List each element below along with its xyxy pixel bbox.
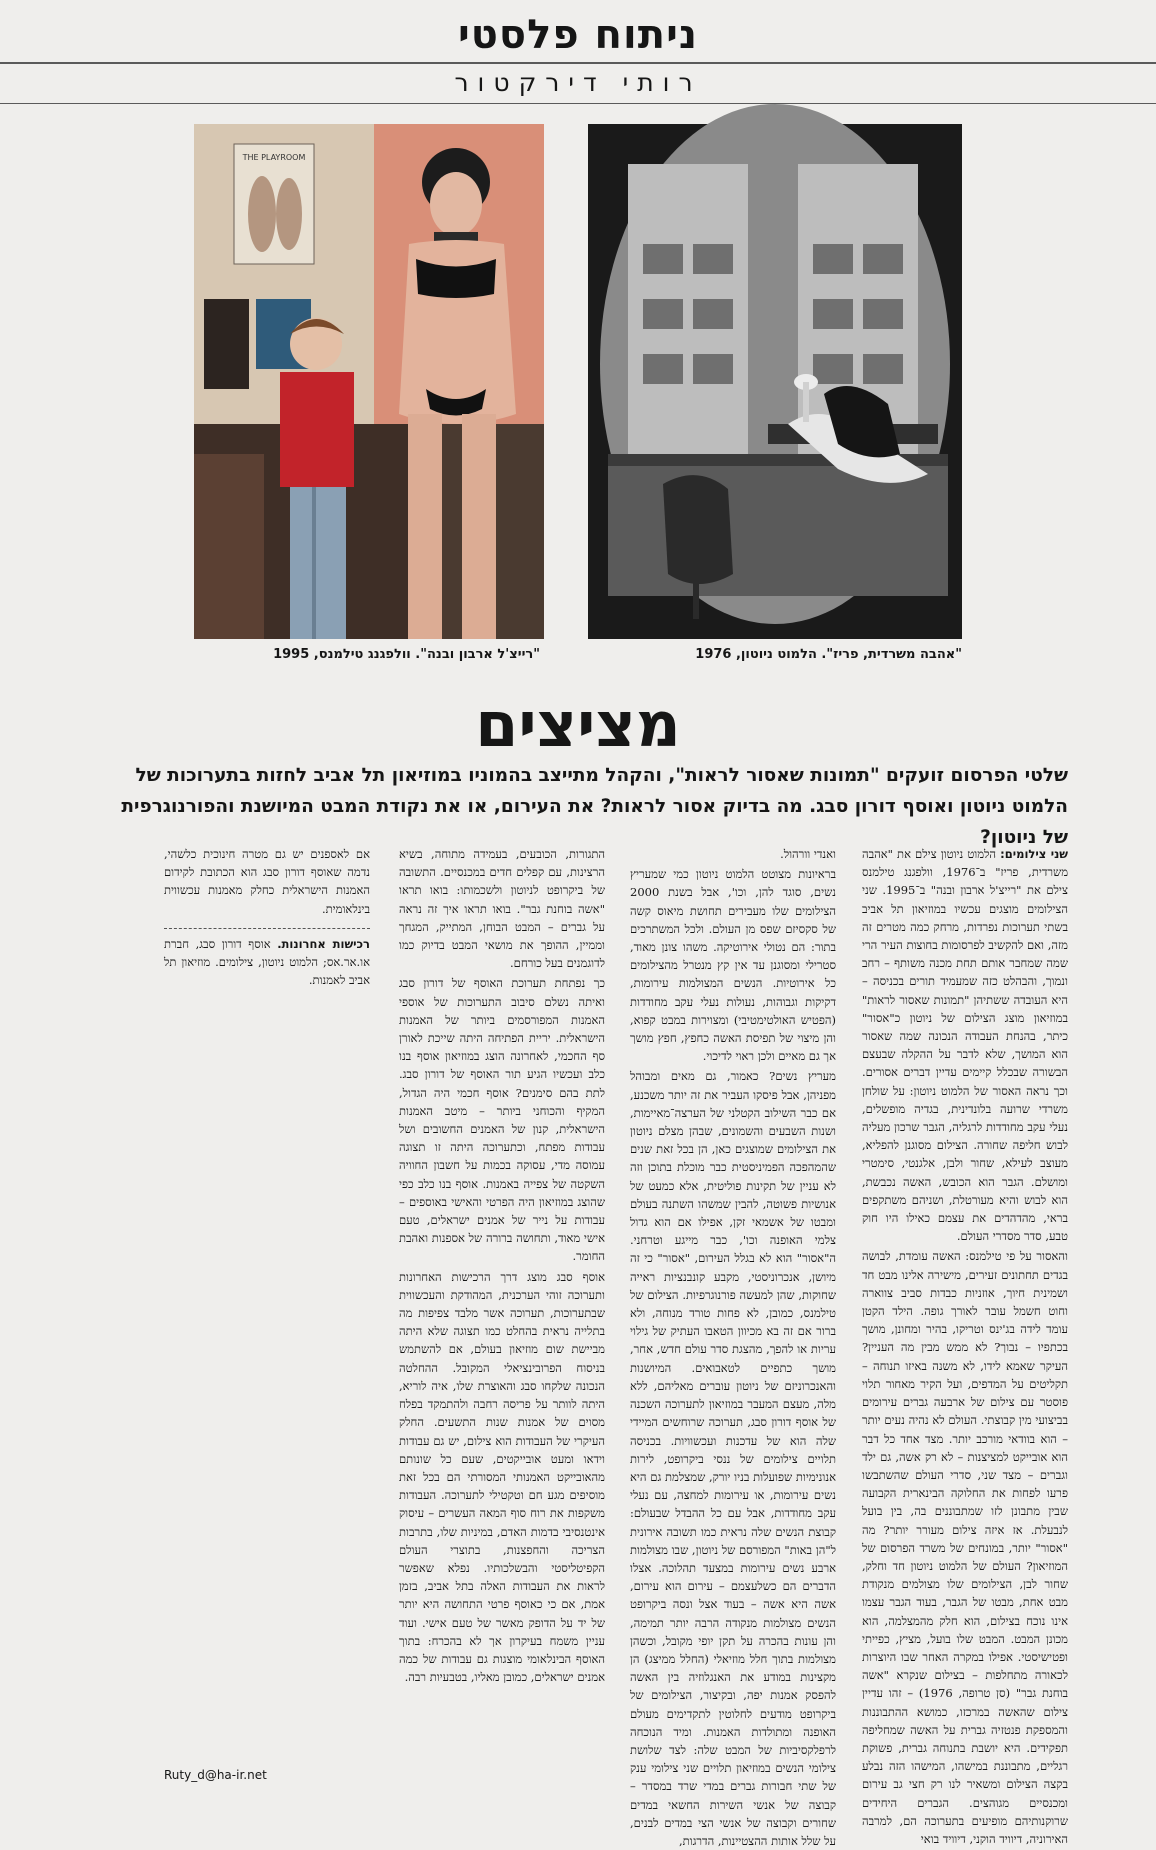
article-deck: שלטי הפרסום זועקים "תמונות שאסור לראות", והקהל מתייצב בהמוניו במוזיאון תל אביב לחזות בתערוכות של הלמוט ניוטון ואוסף דורון סבג. מה בדיוק אסור לראות? את העירום, או את נקודת המבט המיושנת והפורנוגרפית של ניוטון? — [121, 765, 1068, 848]
article-column-1 — [862, 845, 1069, 1846]
caption-tillmans: "רייצ'ל ארבון ובנה". וולפגנג טילמנס, 1995 — [273, 647, 540, 662]
author-email[interactable]: Ruty_d@ha-ir.net — [164, 1768, 267, 1782]
poster-title: THE PLAYROOM — [242, 153, 306, 162]
photo-tillmans — [194, 124, 544, 639]
column-2-paragraph-1: ואנדי וורהול. — [780, 847, 836, 861]
column-2-paragraph-3: מעריץ נשים? כאמור, גם מאים ומבוהל מפניהן, אבל פיסקו העביר את זה יותר משכנע, אם כבר השילוב הקטלני של הערצה־מאיימות, ושנות השבעים והשמונים, שבהן מצלם ניוטון את הצילומים שמוצגים כאן, הן בכל זאת שנים שהמהפכה הפמיניסטית כבר מוכלת בתוכן וזה לא עניין של תקינות פוליטית, אלא כמעט של אנושיות פשוטה, להבין שמשהו השתנה בעולם ומבטו של אשמאי זקן, אפילו אם הוא גדול צלמי האופנה וכו', כבר מייגע וטרחני. ה"אסור" הוא לא בגלל העירום, "אסור" כי זה מיושן, אנכרוניסטי, מקבע קונבנציות ראייה שחוקות, שהן למעשה פורנוגרפיות. הצילום של טילמנס, כמובן, לא פחות טורד מנוחה, ולא ברור אם זה בא מכיוון הטאבו העתיק של גילוי עריות או להפך, מהצגת סדר עולם חדש, אחר, מושך כתפיים לטאבואים. המיושנות והאנכרוניזם של ניוטון עוברים מאליהם, ללא מלה, מעצם המעבר במוזיאון לתערוכה השכנה של אוסף דורון סבג, תערוכה שרוחשים המיידי שלה הוא של עדכנות ועכשוויות. בכניסה תלויים צילומים של ננסי ביקרופט, לירות אנונימיות שפועלות בניו יורק, שמצלמת גם היא נשים עירומות, או עירומות למחצה, עם נעלי עקב מחודדות, אבל עם כל ההבדל שבעולם: קבוצת הנשים שלה נראית כמו תשובה אירונית ל"הן באות" המפורסם של ניוטון, שבו מצולמות ארבע נשים עירומות במצעד תהלוכה. אצלו הדברים הם כשלעצמם – עירום הוא עירום, אשה היא אשה – בעוד אצל ונסה ביקרופט הנשים מצולמות מנקודה הרבה יותר תמימה, והן עונות בהכרה על תקן יופי מקובל, וכשהן מצולמות בתוך חלל מוזיאלי (החלל ממיצג) הן מקצינות במודע את האנגלוזיה בין האשה להפסק אמנות יפה, ובקיצור, הצילומים של ביקרופט מודעים לחלוטין לתקדימים מעולם האופנה ומתולדות האמנות. ומיד הנוכחה לרפלקסיביות של המבט שלה: לצד שלושת צילומי הנשים במוזיאון תלויים שני צילומי ענק של שתי חבורות גברים במדי שרד במסדר – קבוצה של אנשי השירות החשאי במדים שחורים וקבוצה של אנשי הצי במדים לבנים, על שלל אותות ההצטיינות, הדרגות, — [630, 1069, 836, 1848]
note-separator — [164, 928, 370, 929]
column-3-paragraph-2: כך נפתחת תערוכת האוסף של דורון סבג ואיתה נשלם סיבוב התערוכות של אוספי האמנות המפורסמים ביותר של האמנות הישראלית. יריית הפתיחה היתה שייכת לאורן סף החכמי, לאחרונה הוצג במוזיאון אוסף בנו כלב ועכשיו הגיע תור האוסף של דורון סבג. לתת בהם סימנים? אוסף חכמי היה הגדול, המקיף והכוחני ביותר – מיטב האמנות הישראלית, קנון של האמנים החשובים ושל עבודות מפתח, וכתערוכה היתה זו תצוגה עמוסה מדי, עסוקה בכמות על חשבון החוויה השקטה של צפייה באמנות. אוסף בנו כלב כפי שהוצג במוזיאון היה הפרטי והאישי באוספים – עבודות על נייר של אמנים ישראלים, טעם אישי מאוד, ותחושה ברורה של אספנות ואהבת החומר. — [399, 976, 605, 1264]
article-headline: מציצים — [475, 688, 681, 761]
exhibition-note-text: אוסף דורון סבג, חברת או.אר.אס; הלמוט ניוטון, צילומים. מוזיאון תל אביב לאמנות. — [164, 936, 370, 987]
caption-newton: "אהבה משרדית, פריז". הלמוט ניוטון, 1976 — [695, 647, 962, 662]
exhibition-note-label: רכישות אחרונות. — [277, 936, 370, 951]
column-1-paragraph-1 — [862, 845, 1068, 1245]
column-1-text-1: הלמוט ניוטון צילם את "אהבה משרדית, פריז" ב־1976, וולפגנג טילמנס צילם את "רייצ'ל ארבון ובנה" ב־1995. שני הצילומים מוצגים עכשיו במוזיאון תל אביב בשתי תערוכות נפרדות, מרחק כמה מטרים זה מזה, ואם להקשיב לפרסומות בחוצות העיר הרי שמה שמחבר אותם תחת מכנה משותף – רחב ונמוך, והבהלט כזה שמעמיד תורים בכניסה – היא העובדה ששתיהן "תמונות שאסור לראות" במוזיאון מוצג הצילום של ניוטון כ"אסור" כיתר, בהנחת העבודה הנכונה שמה שאסור הוא המושך, שלא לדבר על ההקלה שבעצם הבשורה שבכלל קיימים עדיין דברים אסורים. וכך נראה האסור של הלמוט ניוטון: על שולחן משרדי שרועה בלונדינית, בגדיה מופשלים, נעלי עקב מחודדות לרגליה, הגבר שרכון מעליה לבוש חליפה שחורה. הצילום מסוגנן להפליא, מעוצב לעילא, שחור ולבן, אלגנטי, סימטרי ומושלם. הגבר הוא הכובש, האשה נכבשת, הוא לבוש והיא מעורטלת, ושניהם משתקפים בראי, מהדהדים את עצמם כאילו היו חוק טבע, סדר מסדרי העולם. — [862, 847, 1069, 1244]
column-3-paragraph-3: אוסף סבג מוצג דרך הרכישות האחרונות ותערוכה זוהי הערכנית, המהודקת והעכשווית שבתערוכות, תערוכה אשר מלבד צפיפות מה בתלייה נראית בהחלט כמו תצוגה שלא היתה מביישת שום מוזיאון בעולם, אם להשתמש בניסוח הפרובינציאלי המקובל. ההחלטה הנכונה שלקחו סבג והאוצרת שלו, איה לוריא, היתה לוותר על פריסה רחבה ולהתמקד בפלח מסוים של אמנות שנות התשעים. החלק העיקרי של העבודות הוא צילום, יש גם עבודות וידאו ומעט אובייקטים, שעם כל שונותם מהאובייקט האמנותי המסורתי הם בכל זאת מוסיפים מגע חם וטקטילי לתערוכה. העבודות משקפות את רוח סוף המאה העשרים – עיסוק אינטנסיבי בדמות האדם, במיניות שלו, בתרבות הצריכה והחפצנות, בתוצרי העולם הקפיטליסטי והבשלכותיו. נפלא שאפשר לראות את העבודות האלה בתל אביב, בזמן אמת, אם כי כאוסף פרטי התחושה היא יותר של יד על הדופק מאשר של טעם אישי. ועוד עניין משמח בעיקרון אך לא בהכרח: בתוך האוסף הבינלאומי מוצגות גם עבודות של כמה אמנים ישראלים, כמובן מאליו, בטבעיות רבה. — [399, 1269, 605, 1685]
exhibition-note — [164, 935, 370, 989]
article-column-3 — [399, 845, 605, 1789]
section-title: ניתוח פלסטי — [457, 12, 698, 58]
column-1-paragraph-2: והאסור על פי טילמנס: האשה עומדת, לבושה בגדים תחתונים זעירים, מישירה אלינו מבט חד ושמינית חיוך, אוזניות כבדות סביב צווארה וחוט חשמל עובר לאורך גופה. הילד הקטן עומד לידה בג'ינס וטריקו, בהיר ומחונן, מושך בכתפיו – נבוך? לא ממש מבין מה העניין? העיקר שאמא לידו, לא משנה באיזו תנוחה – תקליטים על המדפים, ועל הקיר מאחור תלוי פוסטר עם צילום של ארבעה גברים עירומים בביצועי מין קבוצתי. העולם לא נהיה נעים יותר – הוא בוודאי מורכב יותר. מצד אחד כל דבר הוא אובייקט למציצנות – לא רק אשה, גם ילד וגברים – מצד שני, סדרי העולם שהשתבשו פרעו לפחות את החלוקה הבינארית הקבועה שבין מתבונן לזו שמתבוננים בה, בין בועל לנבעלת. אז איזה צילום מעורר יותר? מה "אסור" יותר, במונחים של משרד הפרסום של המוזיאון? העולם של הלמוט ניוטון חד וחלק, שחור לבן, הצילומים שלו מצולמים מנקודת מבט אחת, מבטו של הגבר, בעוד הגבר עצמו אינו נוכח בצילום, הוא חלק מהמצלמה, הוא מכונן המבט. המבט שלו בועל, מציץ, כפייתי ופטישיסטי. אפילו במקרה האחר שבו היוצרות לכאורה מתחלפות – בצילום שנקרא "אשה בוחנת גבר" (סן טרופה, 1976) – זהו עדיין צילום שהאשה במרכזו, כמושא ההתבוננות והמספקת פנטזיה גברית על האשה שמחליפה תפקידים. היא יושבת בתנוחה גברית, פשוקת רגליים, מתבוננת במישהו, המישהו הזה נבלע בקצה הצילום ומשאיר לנו רק חצי גב עירום ומכנסיים מגוהצים. הגברים היחידים שרוקנותיהם מופיעים בתערוכה הם, למרבה האירוניה, דיוויד הוקני, דיוויד בואי — [862, 1249, 1069, 1846]
author-byline: רותי דירקטור — [454, 68, 702, 97]
column-3-paragraph-1: התגורות, הכובעים, בעמידה מתוחה, בשיא הרצינות, עם קפלים חדים במכנסיים. התשובה של ביקרופט לניוטון ולשכמותו: בואו תראו "אשה בוחנת גבר". בואו תראו איך זה נראה על גברים – המבט הבוחן, המתייק, המגחך וממיין, ההופך את מושאי המבט בדיוק כמו לדוגמנים בעל כורחם. — [399, 847, 605, 971]
header-rule-bottom — [0, 103, 1156, 104]
column-4-paragraph-1: אם לאספנים יש גם מטרה חינוכית כלשהי, נדמה שאוסף דורון סבג הוא הכתובת לקידום האמנות הישראלית כחלק מאמנות עכשווית בינלאומית. — [164, 847, 370, 916]
article-column-2 — [630, 845, 836, 1848]
column-1-lead: שני צילומים: — [1000, 847, 1069, 861]
header-rule-top — [0, 62, 1156, 64]
photo-newton-illustration — [588, 124, 962, 639]
column-2-paragraph-2: בראיונות מצוטט הלמוט ניוטון כמי שמעריץ נשים, סוגד להן, וכו', אבל בשנת 2000 הצילומים שלו מעבירים תחושת מיאוס קשה של סקסיזם שפס מן העולם. ולכל המשתרכים בתור: הם נטולי אירוטיקה. משהו צונן מאוד, סטרילי ומסוגנן עד אין קץ מנטרל מהצילומים כל אירוטיות. הנשים המצולמות עירומות, דקיקות וגבוהות, נעולות נעלי עקב מחודדות (הפטיש האולטימטיבי) ומצוירות במבט קפוא, והן מיצוי של תפיסת האשה כחפץ, חפץ מושך אך גם מאיים ולכן ראוי לדיכוי. — [630, 867, 836, 1064]
photo-tillmans-illustration — [194, 124, 544, 639]
article-column-4 — [164, 845, 370, 1745]
photo-newton — [588, 124, 962, 639]
